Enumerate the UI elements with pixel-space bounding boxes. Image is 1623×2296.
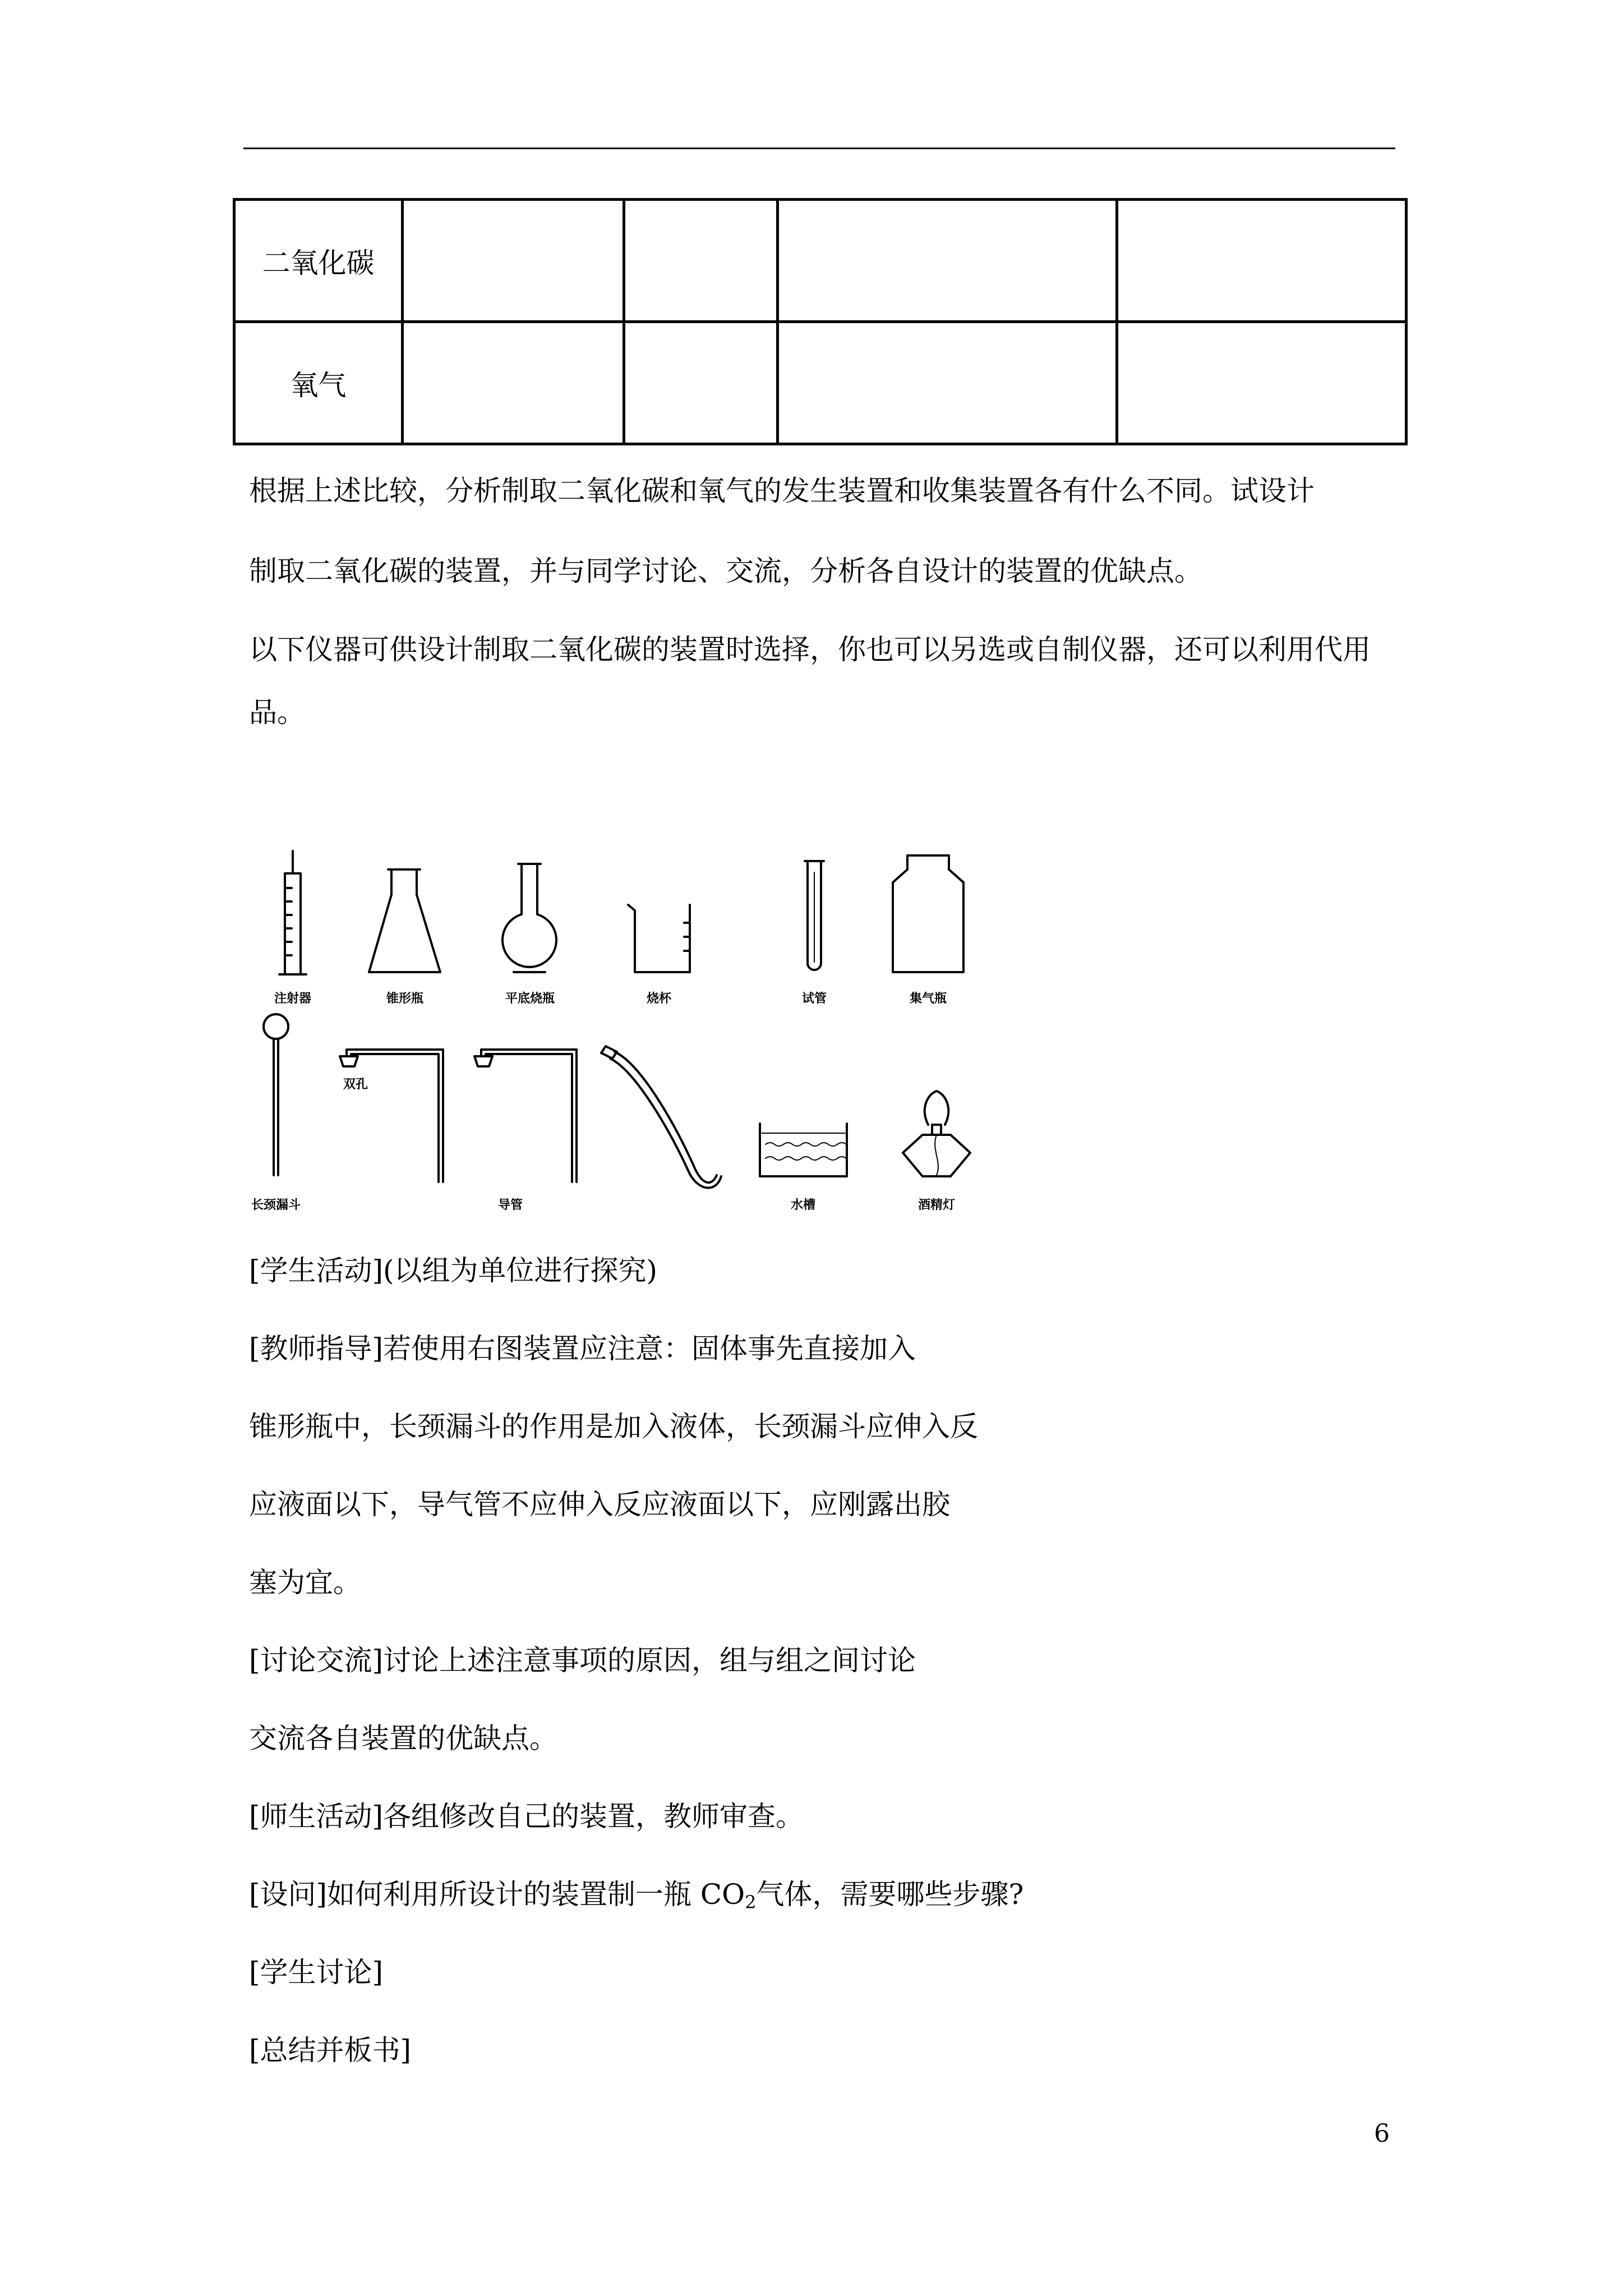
activity-line: [讨论交流]讨论上述注意事项的原因，组与组之间讨论 <box>249 1644 916 1677</box>
paragraph: 以下仪器可供设计制取二氧化碳的装置时选择，你也可以另选或自制仪器，还可以利用代用 <box>249 633 1371 666</box>
activity-line: 交流各自装置的优缺点。 <box>249 1722 557 1755</box>
closing-line: [总结并板书] <box>249 2034 412 2067</box>
apparatus-label: 烧杯 <box>646 992 672 1006</box>
page-number: 6 <box>1374 2119 1390 2148</box>
apparatus-label: 导管 <box>497 1198 523 1212</box>
activity-line: [学生活动](以组为单位进行探究) <box>249 1254 658 1287</box>
apparatus-label: 锥形瓶 <box>386 992 424 1006</box>
delivery-tube-icon <box>474 1050 577 1182</box>
subscript: 2 <box>745 1892 757 1913</box>
long-neck-funnel-icon <box>264 1014 288 1175</box>
bent-tube-icon <box>601 1046 721 1188</box>
question-line <box>249 1878 1023 1919</box>
paragraph: 制取二氧化碳的装置，并与同学讨论、交流，分析各自设计的装置的优缺点。 <box>249 555 1202 587</box>
apparatus-label: 长颈漏斗 <box>251 1198 301 1212</box>
table-cell <box>403 200 624 322</box>
activity-line: 锥形瓶中，长颈漏斗的作用是加入液体，长颈漏斗应伸入反 <box>249 1410 978 1443</box>
beaker-icon <box>628 905 690 972</box>
table-cell <box>624 200 778 322</box>
table-cell <box>778 322 1117 444</box>
row-label: 氧气 <box>234 322 403 444</box>
flat-bottom-flask-icon <box>502 864 556 972</box>
alcohol-lamp-icon <box>903 1091 970 1176</box>
water-trough-icon <box>760 1124 847 1176</box>
tube-note: 双孔 <box>343 1078 368 1092</box>
apparatus-figure <box>247 839 993 1220</box>
question-text: 气体，需要哪些步骤? <box>756 1878 1024 1911</box>
syringe-icon <box>279 851 306 974</box>
table-cell <box>1117 322 1407 444</box>
row-label: 二氧化碳 <box>234 200 403 322</box>
activity-line: [教师指导]若使用右图装置应注意：固体事先直接加入 <box>249 1332 916 1365</box>
header-rule <box>243 148 1395 149</box>
apparatus-label: 酒精灯 <box>917 1198 956 1212</box>
table-cell <box>624 322 778 444</box>
apparatus-drawing <box>247 839 993 1220</box>
activity-line: [师生活动]各组修改自己的装置，教师审查。 <box>249 1800 804 1833</box>
table-cell <box>403 322 624 444</box>
table-row <box>234 322 1407 444</box>
conical-flask-icon <box>369 869 440 972</box>
apparatus-label: 注射器 <box>274 992 312 1006</box>
comparison-table <box>233 198 1408 445</box>
activity-line: 应液面以下，导气管不应伸入反应液面以下，应刚露出胶 <box>249 1488 950 1521</box>
activity-line: 塞为宜。 <box>249 1566 361 1599</box>
paragraph: 根据上述比较，分析制取二氧化碳和氧气的发生装置和收集装置各有什么不同。试设计 <box>249 475 1315 507</box>
apparatus-label: 集气瓶 <box>909 992 947 1006</box>
table-cell <box>778 200 1117 322</box>
question-text: [设问]如何利用所设计的装置制一瓶 CO <box>249 1878 745 1911</box>
test-tube-icon <box>805 861 824 970</box>
apparatus-label: 水槽 <box>790 1198 816 1212</box>
apparatus-label: 试管 <box>801 992 827 1006</box>
apparatus-label: 平底烧瓶 <box>505 992 555 1006</box>
gas-jar-icon <box>893 855 963 972</box>
delivery-tube-icon <box>340 1050 443 1182</box>
table-row <box>234 200 1407 322</box>
closing-line: [学生讨论] <box>249 1956 384 1989</box>
paragraph: 品。 <box>249 696 305 729</box>
table-cell <box>1117 200 1407 322</box>
